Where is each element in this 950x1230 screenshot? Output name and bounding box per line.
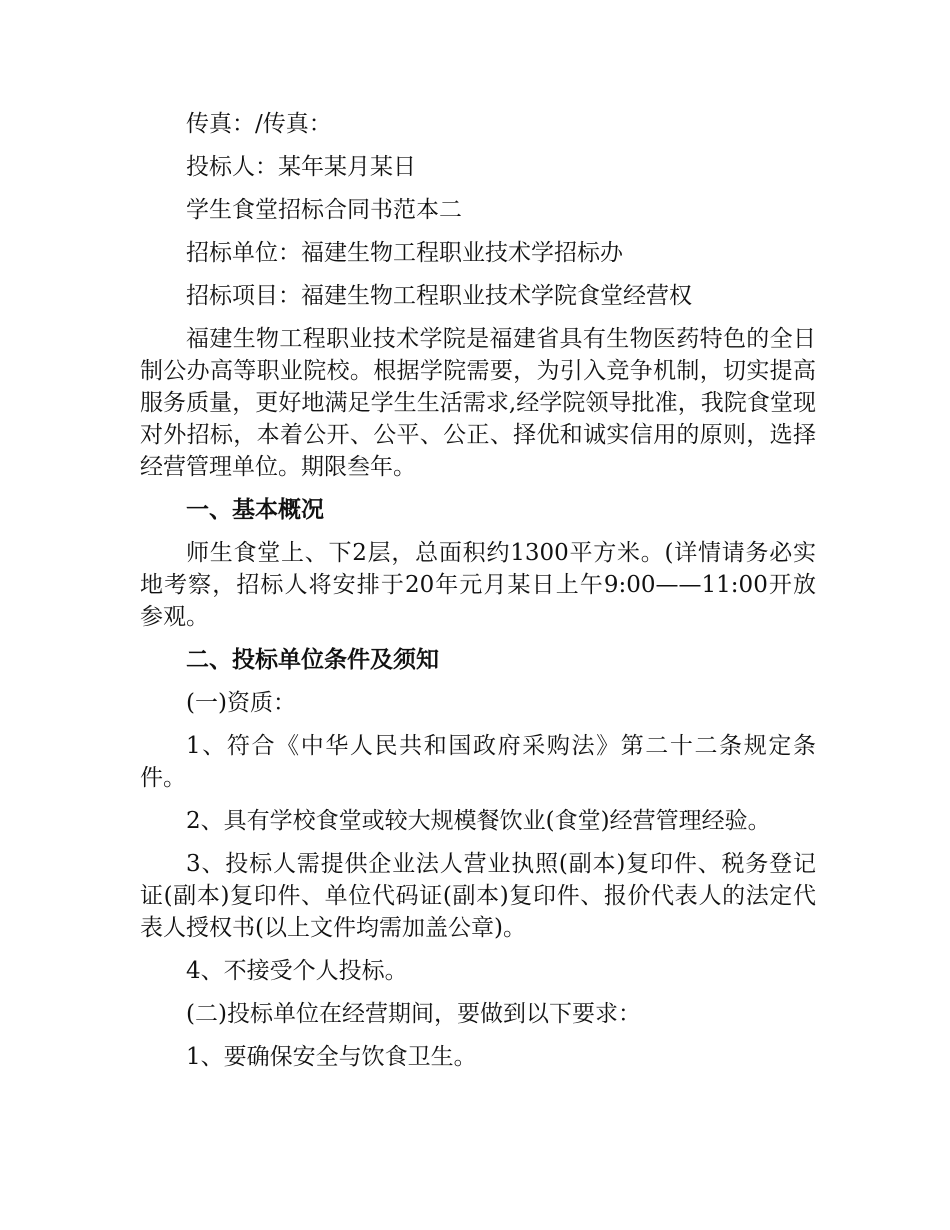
- paragraph-doc-title: 学生食堂招标合同书范本二: [186, 197, 462, 223]
- section-heading-conditions: 二、投标单位条件及须知: [186, 647, 439, 673]
- paragraph-intro: 福建生物工程职业技术学院是福建省具有生物医药特色的全日制公办高等职业院校。根据学院需要，为引入竞争机制，切实提高服务质量，更好地满足学生生活需求,经学院领导批准，我院食堂现对外招标，本着公开、公平、公正、择优和诚实信用的原则，选择经营管理单位。期限叁年。: [140, 326, 816, 480]
- subheading-requirements: (二)投标单位在经营期间，要做到以下要求：: [186, 1001, 641, 1027]
- list-item-qualification-3: 3、投标人需提供企业法人营业执照(副本)复印件、税务登记证(副本)复印件、单位代码证(副本)复印件、报价代表人的法定代表人授权书(以上文件均需加盖公章)。: [140, 851, 816, 941]
- paragraph-bidder-date: 投标人：某年某月某日: [186, 154, 416, 180]
- paragraph-fax: 传真：/传真：: [186, 111, 332, 137]
- paragraph-overview: 师生食堂上、下2层，总面积约1300平方米。(详情请务必实地考察，招标人将安排于20年元月某日上午9:00——11:00开放参观。: [140, 540, 816, 630]
- paragraph-tender-unit: 招标单位：福建生物工程职业技术学招标办: [186, 240, 623, 266]
- paragraph-tender-project: 招标项目：福建生物工程职业技术学院食堂经营权: [186, 283, 692, 309]
- section-heading-overview: 一、基本概况: [186, 497, 324, 523]
- list-item-qualification-4: 4、不接受个人投标。: [186, 958, 408, 984]
- document-body: [140, 108, 816, 1084]
- list-item-qualification-2: 2、具有学校食堂或较大规模餐饮业(食堂)经营管理经验。: [186, 808, 771, 834]
- list-item-requirement-1: 1、要确保安全与饮食卫生。: [186, 1044, 477, 1070]
- list-item-qualification-1: 1、符合《中华人民共和国政府采购法》第二十二条规定条件。: [140, 733, 816, 791]
- subheading-qualification: (一)资质：: [186, 690, 296, 716]
